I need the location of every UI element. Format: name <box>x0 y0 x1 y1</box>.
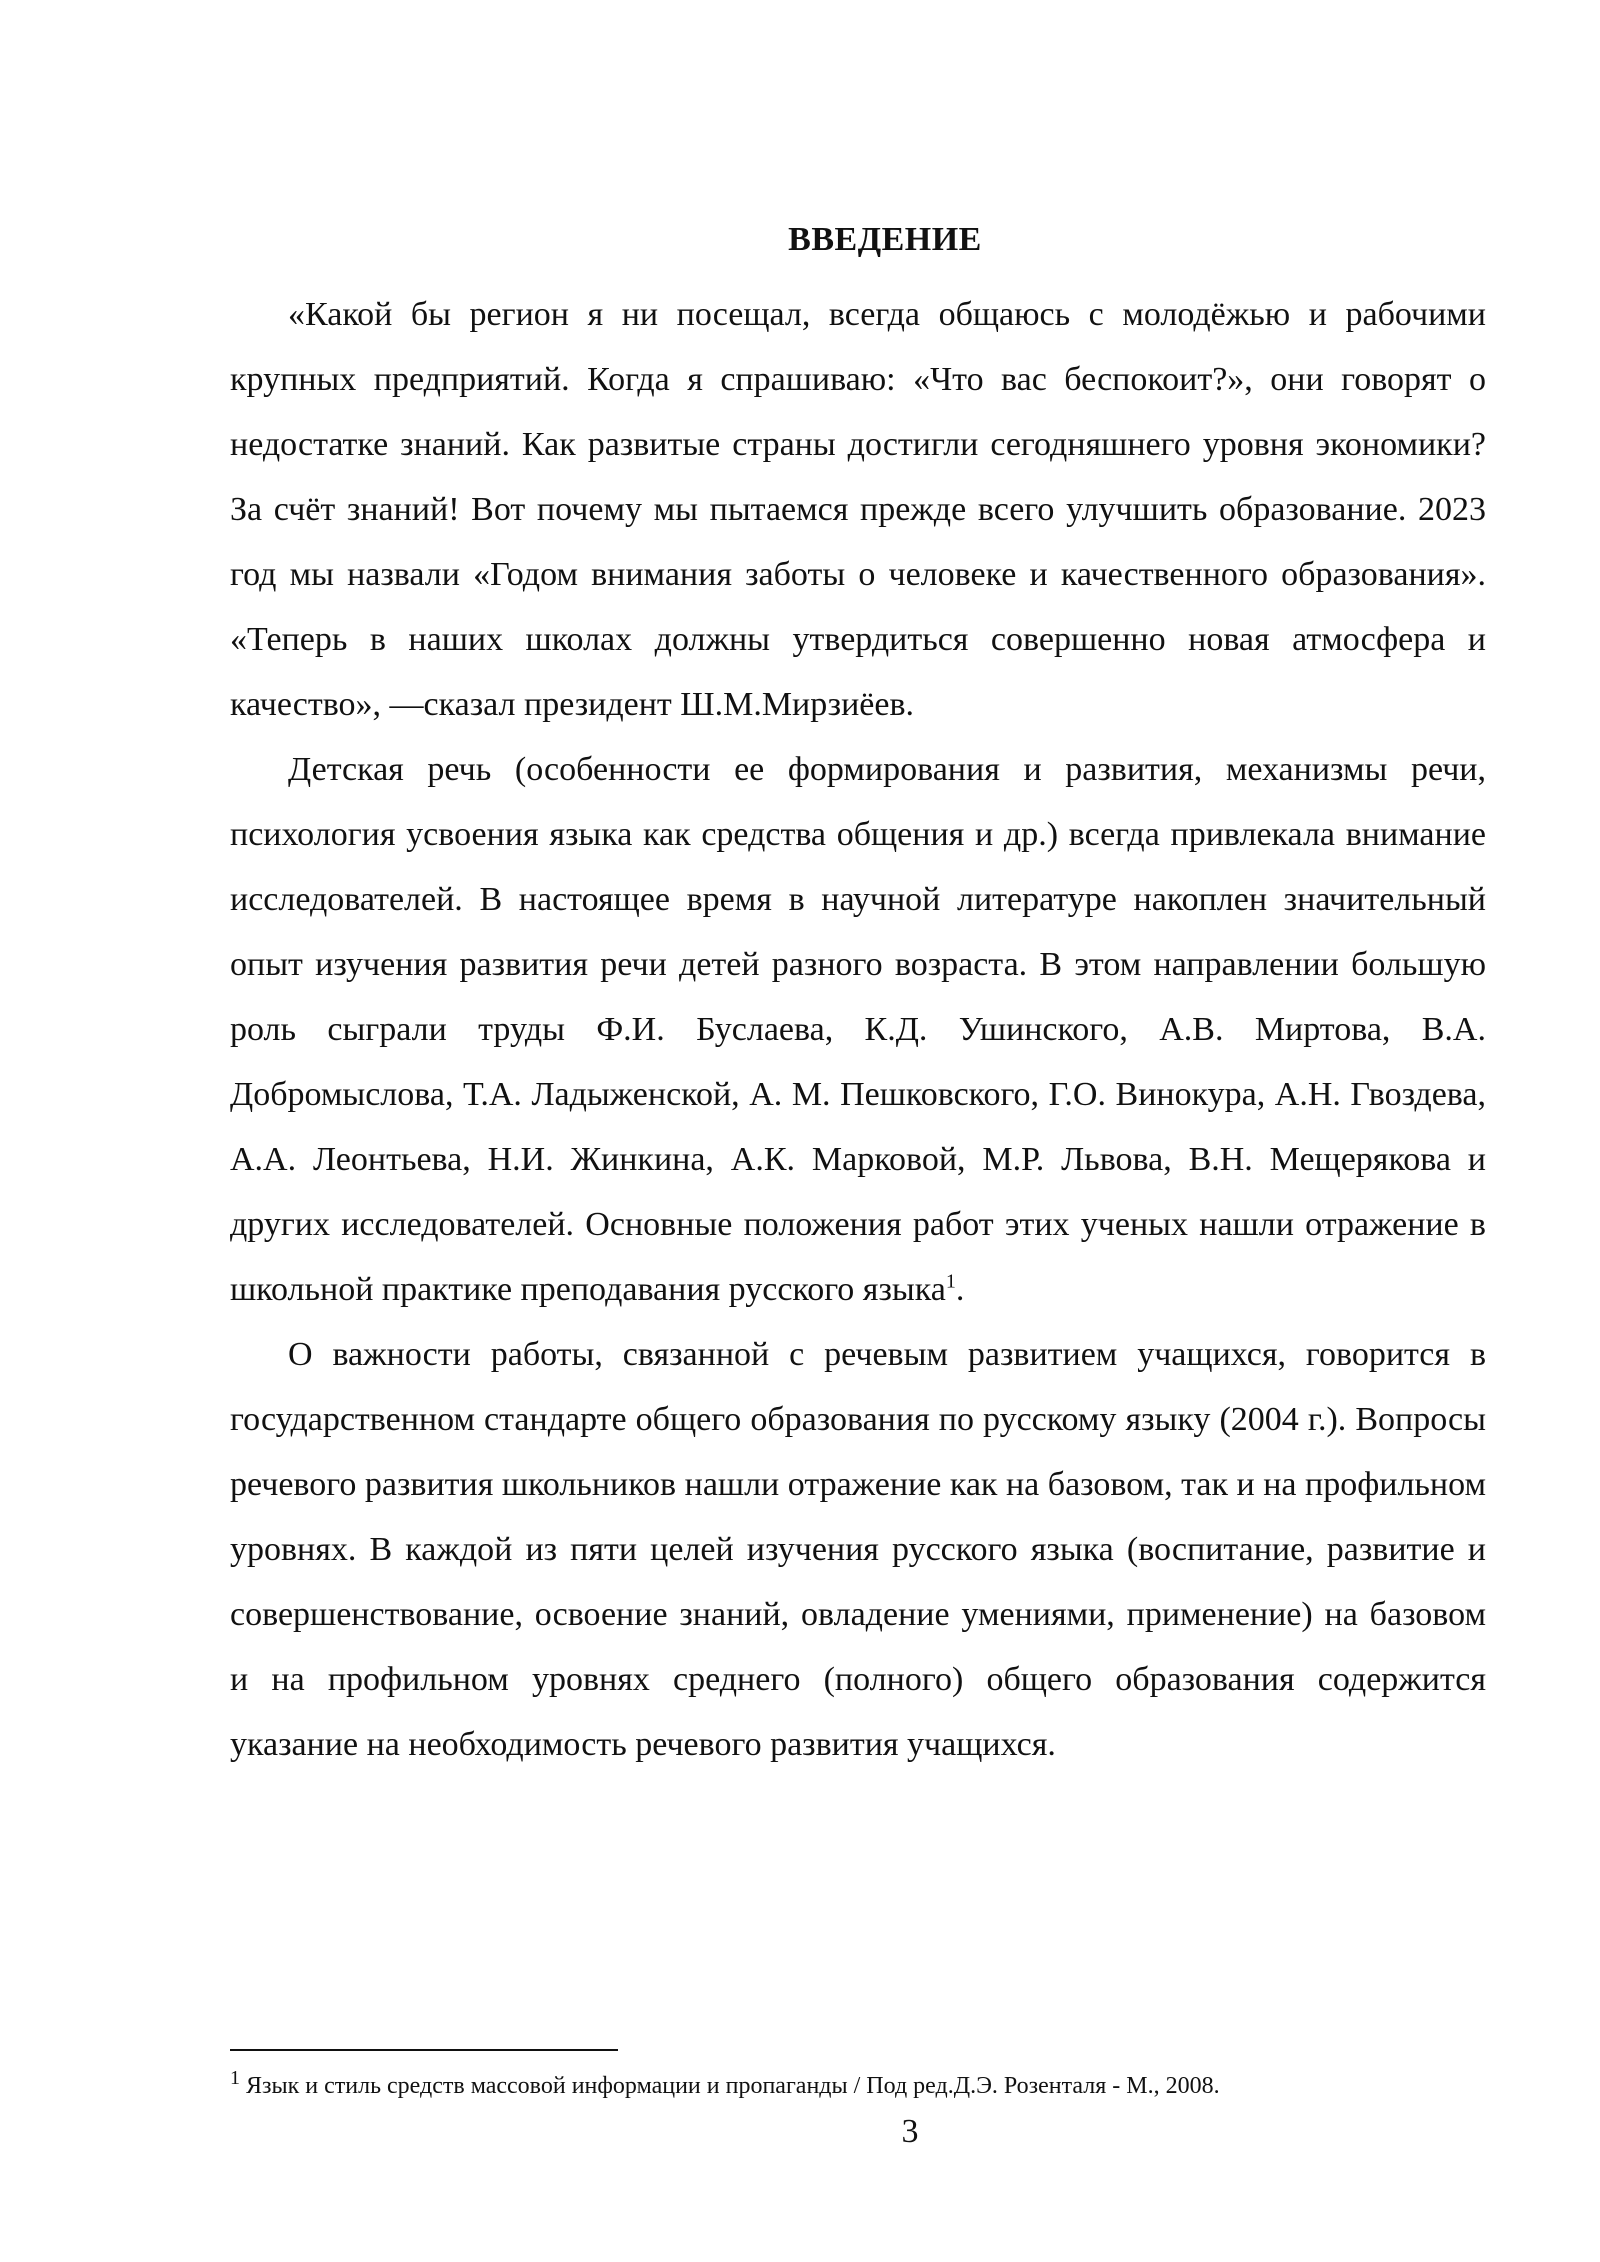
footnote-text: Язык и стиль средств массовой информации и пропаганды / Под ред.Д.Э. Розенталя - М., 2008. <box>246 2073 1220 2099</box>
paragraph-2-text: Детская речь (особенности ее формирования и развития, механизмы речи, психология усвоения языка как средства общения и др.) всегда привлекала внимание исследователей. В настоящее время в научной литературе накоплен значительный опыт изучения развития речи детей разного возраста. В этом направлении большую роль сыграли труды Ф.И. Буслаева, К.Д. Ушинского, А.В. Миртова, В.А. Добромыслова, Т.А. Ладыженской, А. М. Пешковского, Г.О. Винокура, А.Н. Гвоздева, А.А. Леонтьева, Н.И. Жинкина, А.К. Марковой, М.Р. Львова, В.Н. Мещерякова и других исследователей. Основные положения работ этих ученых нашли отражение в школьной практике преподавания русского языка <box>230 751 1486 1308</box>
footnote <box>230 2068 1486 2104</box>
body-text <box>230 282 1486 1777</box>
footnote-mark: 1 <box>230 2067 240 2089</box>
paragraph-2-end: . <box>955 1271 965 1308</box>
page-number: 3 <box>901 2113 919 2150</box>
footnote-reference[interactable]: 1 <box>945 1270 956 1293</box>
paragraph-1 <box>230 282 1486 737</box>
paragraph-2 <box>230 737 1486 1322</box>
footnote-separator <box>230 2049 618 2051</box>
paragraph-3 <box>230 1322 1486 1777</box>
paragraph-3-text: О важности работы, связанной с речевым развитием учащихся, говорится в государственном стандарте общего образования по русскому языку (2004 г.). Вопросы речевого развития школьников нашли отражение как на базовом, так и на профильном уровнях. В каждой из пяти целей изучения русского языка (воспитание, развитие и совершенствование, освоение знаний, овладение умениями, применение) на базовом и на профильном уровнях среднего (полного) общего образования содержится указание на необходимость речевого развития учащихся. <box>230 1336 1486 1763</box>
paragraph-1-text: «Какой бы регион я ни посещал, всегда общаюсь с молодёжью и рабочими крупных предприятий. Когда я спрашиваю: «Что вас беспокоит?», они говорят о недостатке знаний. Как развитые страны достигли сегодняшнего уровня экономики? За счёт знаний! Вот почему мы пытаемся прежде всего улучшить образование. 2023 год мы назвали «Годом внимания заботы о человеке и качественного образования». «Теперь в наших школах должны утвердиться совершенно новая атмосфера и качество», —сказал президент Ш.М.Мирзиёев. <box>230 296 1486 723</box>
section-heading: ВВЕДЕНИЕ <box>788 221 982 258</box>
